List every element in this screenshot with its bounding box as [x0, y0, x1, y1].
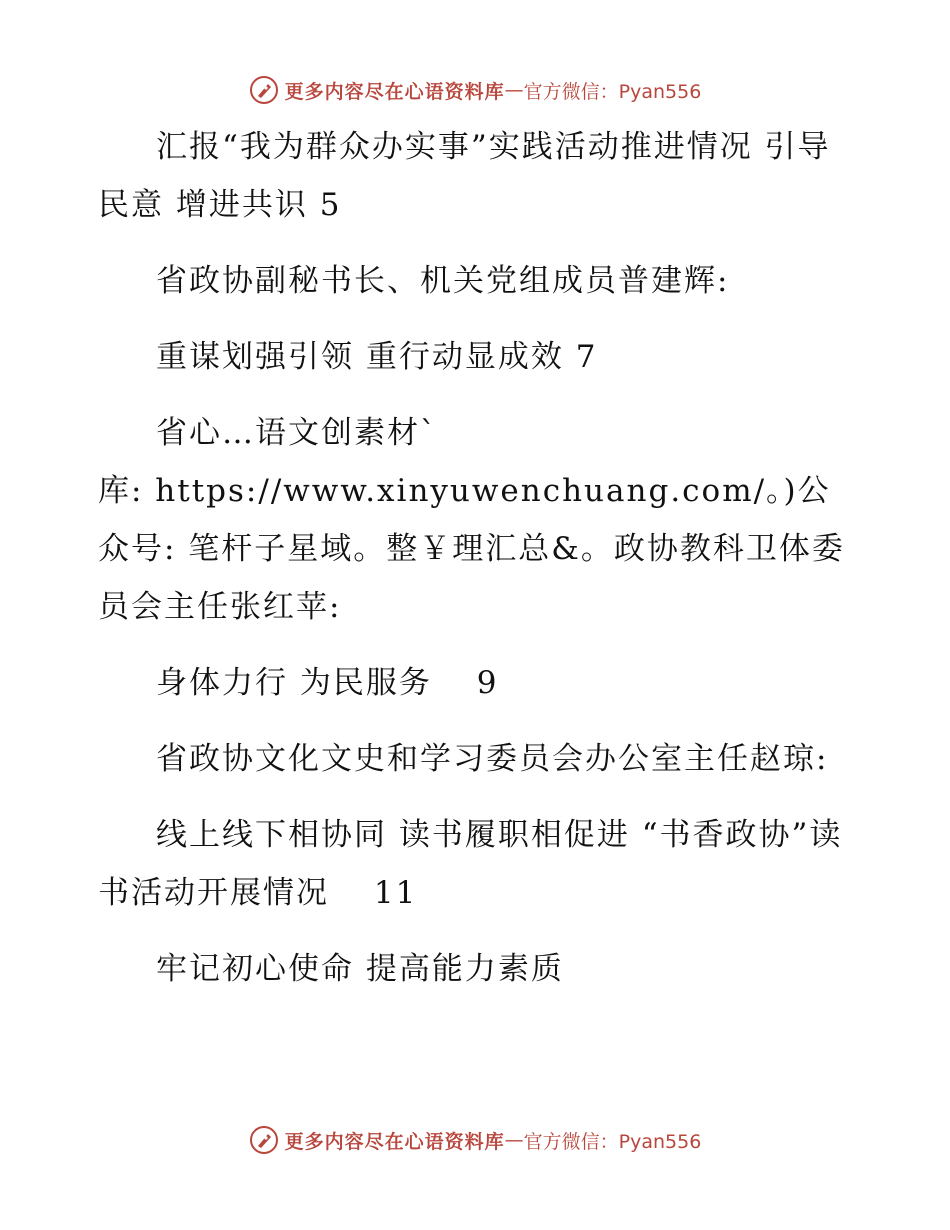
- paragraph: 汇报“我为群众办实事”实践活动推进情况 引导民意 增进共识 5: [98, 129, 831, 223]
- pen-nib-logo-icon: [249, 1125, 279, 1155]
- banner-site-text: 更多内容尽在心语资料库: [284, 1130, 505, 1153]
- paragraph: 省心…语文创素材`: [156, 415, 438, 451]
- paragraph: 重谋划强引领 重行动显成效 7: [156, 339, 598, 375]
- footer-banner: [0, 1120, 950, 1160]
- paragraph: 省政协副秘书长、机关党组成员普建辉:: [156, 263, 730, 299]
- paragraph-url: 库: https://www.xinyuwenchuang.com/。)公众号: 笔杆子星域。整￥理汇总&。政协教科卫体委员会主任张红苹:: [98, 473, 845, 625]
- document-body: [98, 118, 858, 1016]
- paragraph: 省政协文化文史和学习委员会办公室主任赵琼:: [156, 741, 829, 777]
- banner-separator: —: [504, 79, 524, 101]
- banner-separator: —: [504, 1129, 524, 1151]
- banner-site-text: 更多内容尽在心语资料库: [284, 80, 505, 103]
- paragraph: 牢记初心使命 提高能力素质: [156, 951, 564, 987]
- paragraph: 线上线下相协同 读书履职相促进 “书香政协”读书活动开展情况 11: [98, 817, 843, 911]
- banner-wechat-text: 官方微信：Pyan556: [523, 1130, 702, 1153]
- paragraph: 身体力行 为民服务 9: [156, 665, 499, 701]
- header-banner: [0, 70, 950, 110]
- banner-wechat-text: 官方微信：Pyan556: [523, 80, 702, 103]
- pen-nib-logo-icon: [249, 75, 279, 105]
